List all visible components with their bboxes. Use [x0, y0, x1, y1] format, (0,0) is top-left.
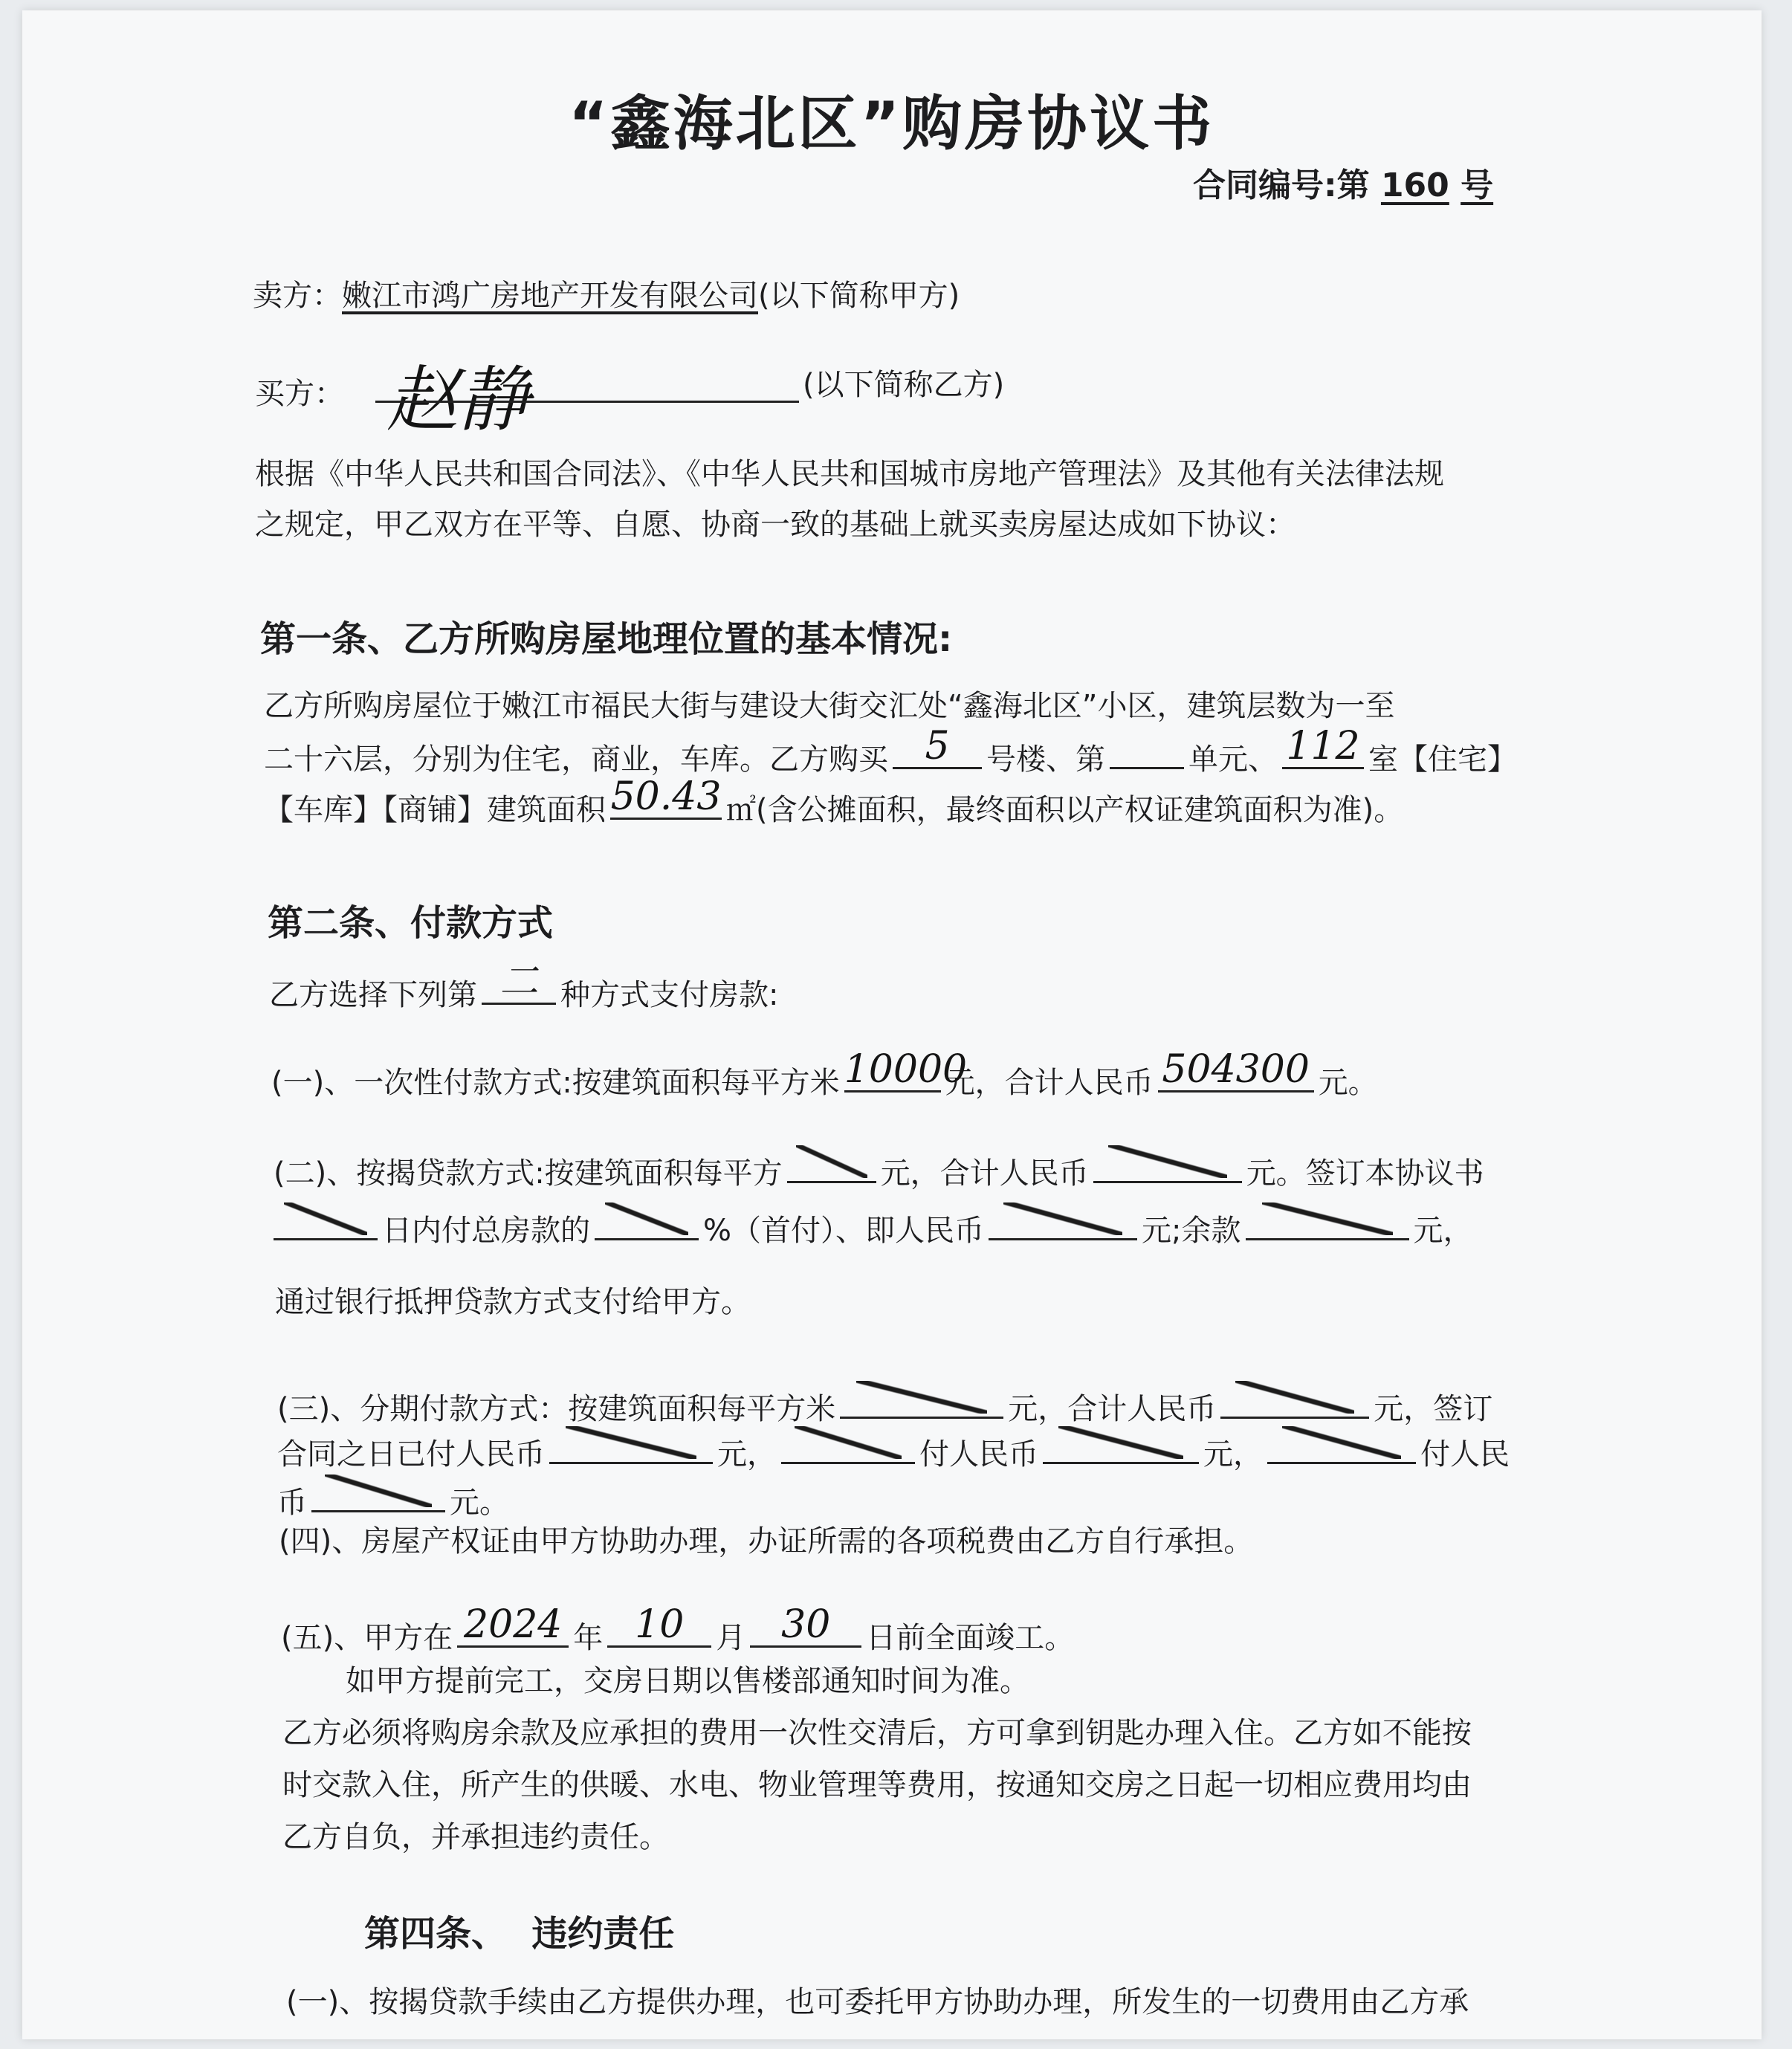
payment-choice-line: 乙方选择下列第 二 种方式支付房款: — [269, 959, 779, 1012]
article-4-line-1: (一)、按揭贷款手续由乙方提供办理，也可委托甲方协助办理，所发生的一切费用由乙方承 — [286, 1985, 1469, 2019]
struck-field — [781, 1432, 915, 1464]
payment-option-5-line-5: 乙方自负，并承担违约责任。 — [282, 1820, 669, 1854]
struck-field — [1220, 1387, 1369, 1419]
struck-field — [1267, 1432, 1416, 1464]
buyer-suffix: (以下简称乙方) — [803, 368, 1005, 402]
article-2-title: 第二条、付款方式 — [268, 902, 554, 944]
intro-line-2: 之规定，甲乙双方在平等、自愿、协商一致的基础上就买卖房屋达成如下协议： — [255, 508, 1296, 542]
article-1-line-1: 乙方所购房屋位于嫩江市福民大街与建设大街交汇处“鑫海北区”小区，建筑层数为一至 — [264, 689, 1395, 723]
struck-field — [1093, 1151, 1242, 1183]
strike-mark — [1058, 1426, 1183, 1459]
completion-month-field: 10 — [607, 1616, 711, 1648]
payment-choice-field: 二 — [482, 973, 556, 1005]
completion-year-field: 2024 — [457, 1616, 569, 1648]
strike-mark — [1003, 1202, 1122, 1235]
room-number-field: 112 — [1282, 737, 1364, 769]
payment-option-5-line-2: 如甲方提前完工，交房日期以售楼部通知时间为准。 — [346, 1664, 1029, 1698]
payment-option-5-line-4: 时交款入住，所产生的供暖、水电、物业管理等费用，按通知交房之日起一切相应费用均由 — [282, 1768, 1472, 1802]
building-number-field: 5 — [893, 737, 982, 769]
unit-price-field: 10000 — [844, 1047, 968, 1092]
strike-mark — [1235, 1381, 1354, 1414]
struck-field — [989, 1208, 1137, 1240]
payment-option-2-line-3: 通过银行抵押贷款方式支付给甲方。 — [275, 1285, 751, 1319]
document-title: “鑫海北区”购房协议书 — [569, 89, 1215, 158]
payment-option-3-line-2: 合同之日已付人民币 元， 付人民币 元， 付人民 — [277, 1432, 1510, 1472]
strike-mark — [605, 1202, 688, 1235]
article-4-title: 第四条、 违约责任 — [364, 1913, 675, 1955]
struck-field — [787, 1151, 876, 1183]
completion-day-field: 30 — [750, 1616, 861, 1648]
payment-option-2-line-2: 日内付总房款的 %（首付）、即人民币 元;余款 元， — [274, 1208, 1473, 1249]
struck-field — [1043, 1432, 1199, 1464]
payment-option-1: (一)、一次性付款方式:按建筑面积每平方米 10000 元，合计人民币 504300 元。 — [271, 1047, 1378, 1100]
contract-number: 160 — [1380, 166, 1449, 204]
contract-label: 合同编号:第 — [1193, 166, 1370, 204]
article-1-title: 第一条、乙方所购房屋地理位置的基本情况: — [260, 618, 953, 660]
strike-mark — [325, 1475, 432, 1507]
payment-option-4: (四)、房屋产权证由甲方协助办理，办证所需的各项税费由乙方自行承担。 — [279, 1524, 1254, 1558]
floor-area-field: 50.43 — [610, 774, 722, 819]
strike-mark — [284, 1202, 367, 1235]
struck-field — [1246, 1208, 1409, 1240]
struck-field — [549, 1432, 713, 1464]
unit-number-field — [1110, 737, 1184, 769]
payment-option-5-line-1: (五)、甲方在 2024 年 10 月 30 日前全面竣工。 — [281, 1602, 1075, 1655]
article-1-line-2: 二十六层，分别为住宅，商业，车库。乙方购买 5 号楼、第 单元、 112 室【住宅】 — [264, 724, 1517, 777]
strike-mark — [796, 1145, 867, 1178]
buyer-signature: 赵静 — [386, 358, 529, 441]
seller-label: 卖方： — [253, 279, 342, 313]
strike-mark — [1108, 1145, 1227, 1178]
contract-page — [22, 10, 1762, 2039]
buyer-signature-line — [375, 401, 799, 403]
strike-mark — [856, 1381, 987, 1414]
intro-line-1: 根据《中华人民共和国合同法》、《中华人民共和国城市房地产管理法》及其他有关法律法规 — [255, 457, 1444, 491]
contract-suffix: 号 — [1461, 166, 1494, 204]
struck-field — [595, 1208, 699, 1240]
seller-suffix: (以下简称甲方) — [758, 279, 960, 313]
strike-mark — [1262, 1202, 1393, 1235]
seller-line — [253, 278, 960, 314]
struck-field — [840, 1387, 1003, 1419]
seller-name: 嫩江市鸿广房地产开发有限公司 — [342, 279, 758, 313]
strike-mark — [566, 1426, 696, 1459]
article-1-line-3: 【车库】【商铺】建筑面积 50.43 ㎡(含公摊面积，最终面积以产权证建筑面积为准)。 — [264, 774, 1404, 827]
payment-option-2-line-1: (二)、按揭贷款方式:按建筑面积每平方 元，合计人民币 元。签订本协议书 — [274, 1151, 1484, 1191]
strike-mark — [795, 1426, 902, 1459]
struck-field — [274, 1208, 378, 1240]
payment-option-5-line-3: 乙方必须将购房余款及应承担的费用一次性交清后，方可拿到钥匙办理入住。乙方如不能按 — [282, 1716, 1472, 1750]
payment-option-3-line-1: (三)、分期付款方式：按建筑面积每平方米 元，合计人民币 元，签订 — [277, 1387, 1492, 1427]
buyer-label: 买方： — [255, 377, 344, 411]
payment-option-3-line-3: 币 元。 — [277, 1480, 509, 1521]
total-price-field: 504300 — [1158, 1061, 1314, 1093]
struck-field — [311, 1480, 445, 1512]
strike-mark — [1282, 1426, 1401, 1459]
contract-number-line — [1193, 166, 1493, 206]
